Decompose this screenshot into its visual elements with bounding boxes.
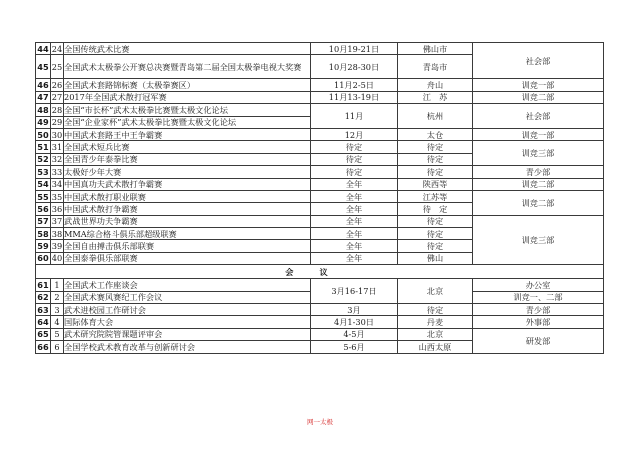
meeting-date: 4-5月 <box>311 328 398 340</box>
event-name: 全国传统武术比赛 <box>64 43 311 55</box>
event-location: 青岛市 <box>398 55 473 79</box>
event-date: 11月13-19日 <box>311 91 398 103</box>
row-number: 44 <box>37 43 49 54</box>
item-sequence: 33 <box>51 166 63 177</box>
event-date: 全年 <box>311 240 398 252</box>
table-row <box>36 166 604 178</box>
row-number: 63 <box>37 304 49 315</box>
meeting-location: 北京 <box>398 279 473 304</box>
row-number: 51 <box>37 141 49 152</box>
item-sequence: 31 <box>51 141 63 152</box>
event-name: 全国泰拳俱乐部联赛 <box>64 252 311 264</box>
department: 青少部 <box>473 304 604 316</box>
row-number: 48 <box>37 104 49 115</box>
department: 社会部 <box>473 104 604 129</box>
item-sequence: 34 <box>51 179 63 190</box>
department: 训竞二部 <box>473 178 604 190</box>
item-sequence: 25 <box>51 55 64 79</box>
meeting-date: 4月1-30日 <box>311 316 398 328</box>
department: 训竞一部 <box>473 79 604 91</box>
table-row <box>36 215 604 227</box>
item-sequence: 39 <box>51 241 63 252</box>
table-row <box>36 178 604 190</box>
event-name: 中国武术散打争霸赛 <box>64 203 311 215</box>
row-number: 56 <box>37 203 49 214</box>
table-row <box>36 128 604 140</box>
meeting-name: 国际体育大会 <box>64 316 311 328</box>
department: 训竞三部 <box>473 215 604 265</box>
item-sequence: 30 <box>51 129 63 140</box>
row-number: 53 <box>37 166 49 177</box>
event-schedule-table <box>35 42 604 354</box>
event-name: 武战世界功夫争霸赛 <box>64 215 311 227</box>
table-row <box>36 316 604 328</box>
item-sequence: 27 <box>51 92 63 103</box>
table-row <box>36 104 604 116</box>
row-number: 49 <box>37 117 49 128</box>
item-sequence: 37 <box>51 216 63 227</box>
event-name: MMA综合格斗俱乐部超级联赛 <box>64 228 311 240</box>
event-name: 太极好少年大赛 <box>64 166 311 178</box>
row-number: 62 <box>37 292 49 303</box>
meeting-date: 3月 <box>311 304 398 316</box>
item-sequence: 26 <box>51 79 63 90</box>
item-sequence: 24 <box>51 43 63 54</box>
event-name: 全国“企业家杯”武术太极拳比赛暨太极文化论坛 <box>64 116 311 128</box>
event-location: 待 定 <box>398 203 473 215</box>
meeting-name: 武术进校园工作研讨会 <box>64 304 311 316</box>
row-number: 64 <box>37 317 49 328</box>
event-location: 太仓 <box>398 128 473 140</box>
event-location: 杭州 <box>398 104 473 129</box>
department: 训竞二部 <box>473 91 604 103</box>
item-sequence: 29 <box>51 117 63 128</box>
event-date: 全年 <box>311 203 398 215</box>
item-sequence: 2 <box>51 291 64 303</box>
event-date: 12月 <box>311 128 398 140</box>
department: 外事部 <box>473 316 604 328</box>
item-sequence: 32 <box>51 154 63 165</box>
section-title: 会议 <box>36 265 604 279</box>
row-number: 45 <box>36 55 51 79</box>
item-sequence: 3 <box>51 304 64 316</box>
row-number: 58 <box>37 228 49 239</box>
meeting-name: 全国学校武术教育改革与创新研讨会 <box>64 341 311 353</box>
event-date: 10月28-30日 <box>311 55 398 79</box>
row-number: 60 <box>37 253 49 264</box>
department: 社会部 <box>473 43 604 79</box>
event-date: 全年 <box>311 190 398 202</box>
event-location: 待定 <box>398 228 473 240</box>
row-number: 47 <box>37 92 49 103</box>
table-row <box>36 79 604 91</box>
event-location: 佛山市 <box>398 43 473 55</box>
department: 青少部 <box>473 166 604 178</box>
department: 办公室 <box>473 279 604 291</box>
meeting-date: 5-6月 <box>311 341 398 353</box>
row-number: 55 <box>37 191 49 202</box>
event-date: 全年 <box>311 215 398 227</box>
event-location: 佛山 <box>398 252 473 264</box>
table-row <box>36 141 604 153</box>
section-header-row <box>36 265 604 279</box>
department: 训竞三部 <box>473 141 604 166</box>
item-sequence: 38 <box>51 228 63 239</box>
item-sequence: 1 <box>51 279 64 291</box>
row-number: 59 <box>37 241 49 252</box>
department: 训竞一、二部 <box>473 291 604 303</box>
event-date: 11月2-5日 <box>311 79 398 91</box>
meeting-name: 武术研究院院管课题评审会 <box>64 328 311 340</box>
event-location: 待定 <box>398 240 473 252</box>
department: 训竞一部 <box>473 128 604 140</box>
event-name: 全国武术套路锦标赛（太极拳赛区） <box>64 79 311 91</box>
table-row <box>36 190 604 202</box>
event-date: 待定 <box>311 166 398 178</box>
meeting-location: 丹麦 <box>398 316 473 328</box>
event-name: 全国青少年泰拳比赛 <box>64 153 311 165</box>
row-number: 46 <box>37 79 49 90</box>
table-row <box>36 304 604 316</box>
event-name: 全国武术短兵比赛 <box>64 141 311 153</box>
event-location: 江 苏 <box>398 91 473 103</box>
meeting-name: 全国武术赛风赛纪工作会议 <box>64 291 311 303</box>
item-sequence: 40 <box>51 253 63 264</box>
event-date: 全年 <box>311 228 398 240</box>
meeting-location: 山西太原 <box>398 341 473 353</box>
meeting-name: 全国武术工作座谈会 <box>64 279 311 291</box>
event-location: 待定 <box>398 153 473 165</box>
row-number: 57 <box>37 216 49 227</box>
item-sequence: 5 <box>51 328 64 340</box>
table-row <box>36 279 604 291</box>
event-location: 舟山 <box>398 79 473 91</box>
event-name: 全国“市长杯”武术太极拳比赛暨太极文化论坛 <box>64 104 311 116</box>
watermark-text: 网一太极 <box>307 418 333 426</box>
item-sequence: 35 <box>51 191 63 202</box>
department: 训竞二部 <box>473 190 604 215</box>
row-number: 61 <box>37 279 49 290</box>
event-name: 2017年全国武术散打冠军赛 <box>64 91 311 103</box>
event-name: 中国武术套路王中王争霸赛 <box>64 128 311 140</box>
event-date: 全年 <box>311 252 398 264</box>
table-row <box>36 91 604 103</box>
meeting-location: 北京 <box>398 328 473 340</box>
event-date: 11月 <box>311 104 398 129</box>
row-number: 50 <box>37 129 49 140</box>
row-number: 54 <box>37 179 49 190</box>
event-date: 全年 <box>311 178 398 190</box>
event-location: 待定 <box>398 166 473 178</box>
event-location: 待定 <box>398 215 473 227</box>
row-number: 66 <box>37 341 49 352</box>
event-date: 待定 <box>311 141 398 153</box>
event-date: 待定 <box>311 153 398 165</box>
event-name: 全国武术太极拳公开赛总决赛暨青岛第二届全国太极拳电视大奖赛 <box>64 55 311 79</box>
item-sequence: 36 <box>51 203 63 214</box>
row-number: 65 <box>37 329 49 340</box>
item-sequence: 28 <box>51 104 63 115</box>
event-date: 10月19-21日 <box>311 43 398 55</box>
department: 研发部 <box>473 328 604 353</box>
table-row <box>36 43 604 55</box>
event-name: 中国武术散打职业联赛 <box>64 190 311 202</box>
event-name: 全国自由搏击俱乐部联赛 <box>64 240 311 252</box>
table-row <box>36 328 604 340</box>
event-location: 待定 <box>398 141 473 153</box>
meeting-date: 3月16-17日 <box>311 279 398 304</box>
item-sequence: 6 <box>51 341 64 353</box>
item-sequence: 4 <box>51 316 64 328</box>
event-location: 陕西等 <box>398 178 473 190</box>
meeting-location: 待定 <box>398 304 473 316</box>
event-name: 中国真功夫武术散打争霸赛 <box>64 178 311 190</box>
row-number: 52 <box>37 154 49 165</box>
event-location: 江苏等 <box>398 190 473 202</box>
